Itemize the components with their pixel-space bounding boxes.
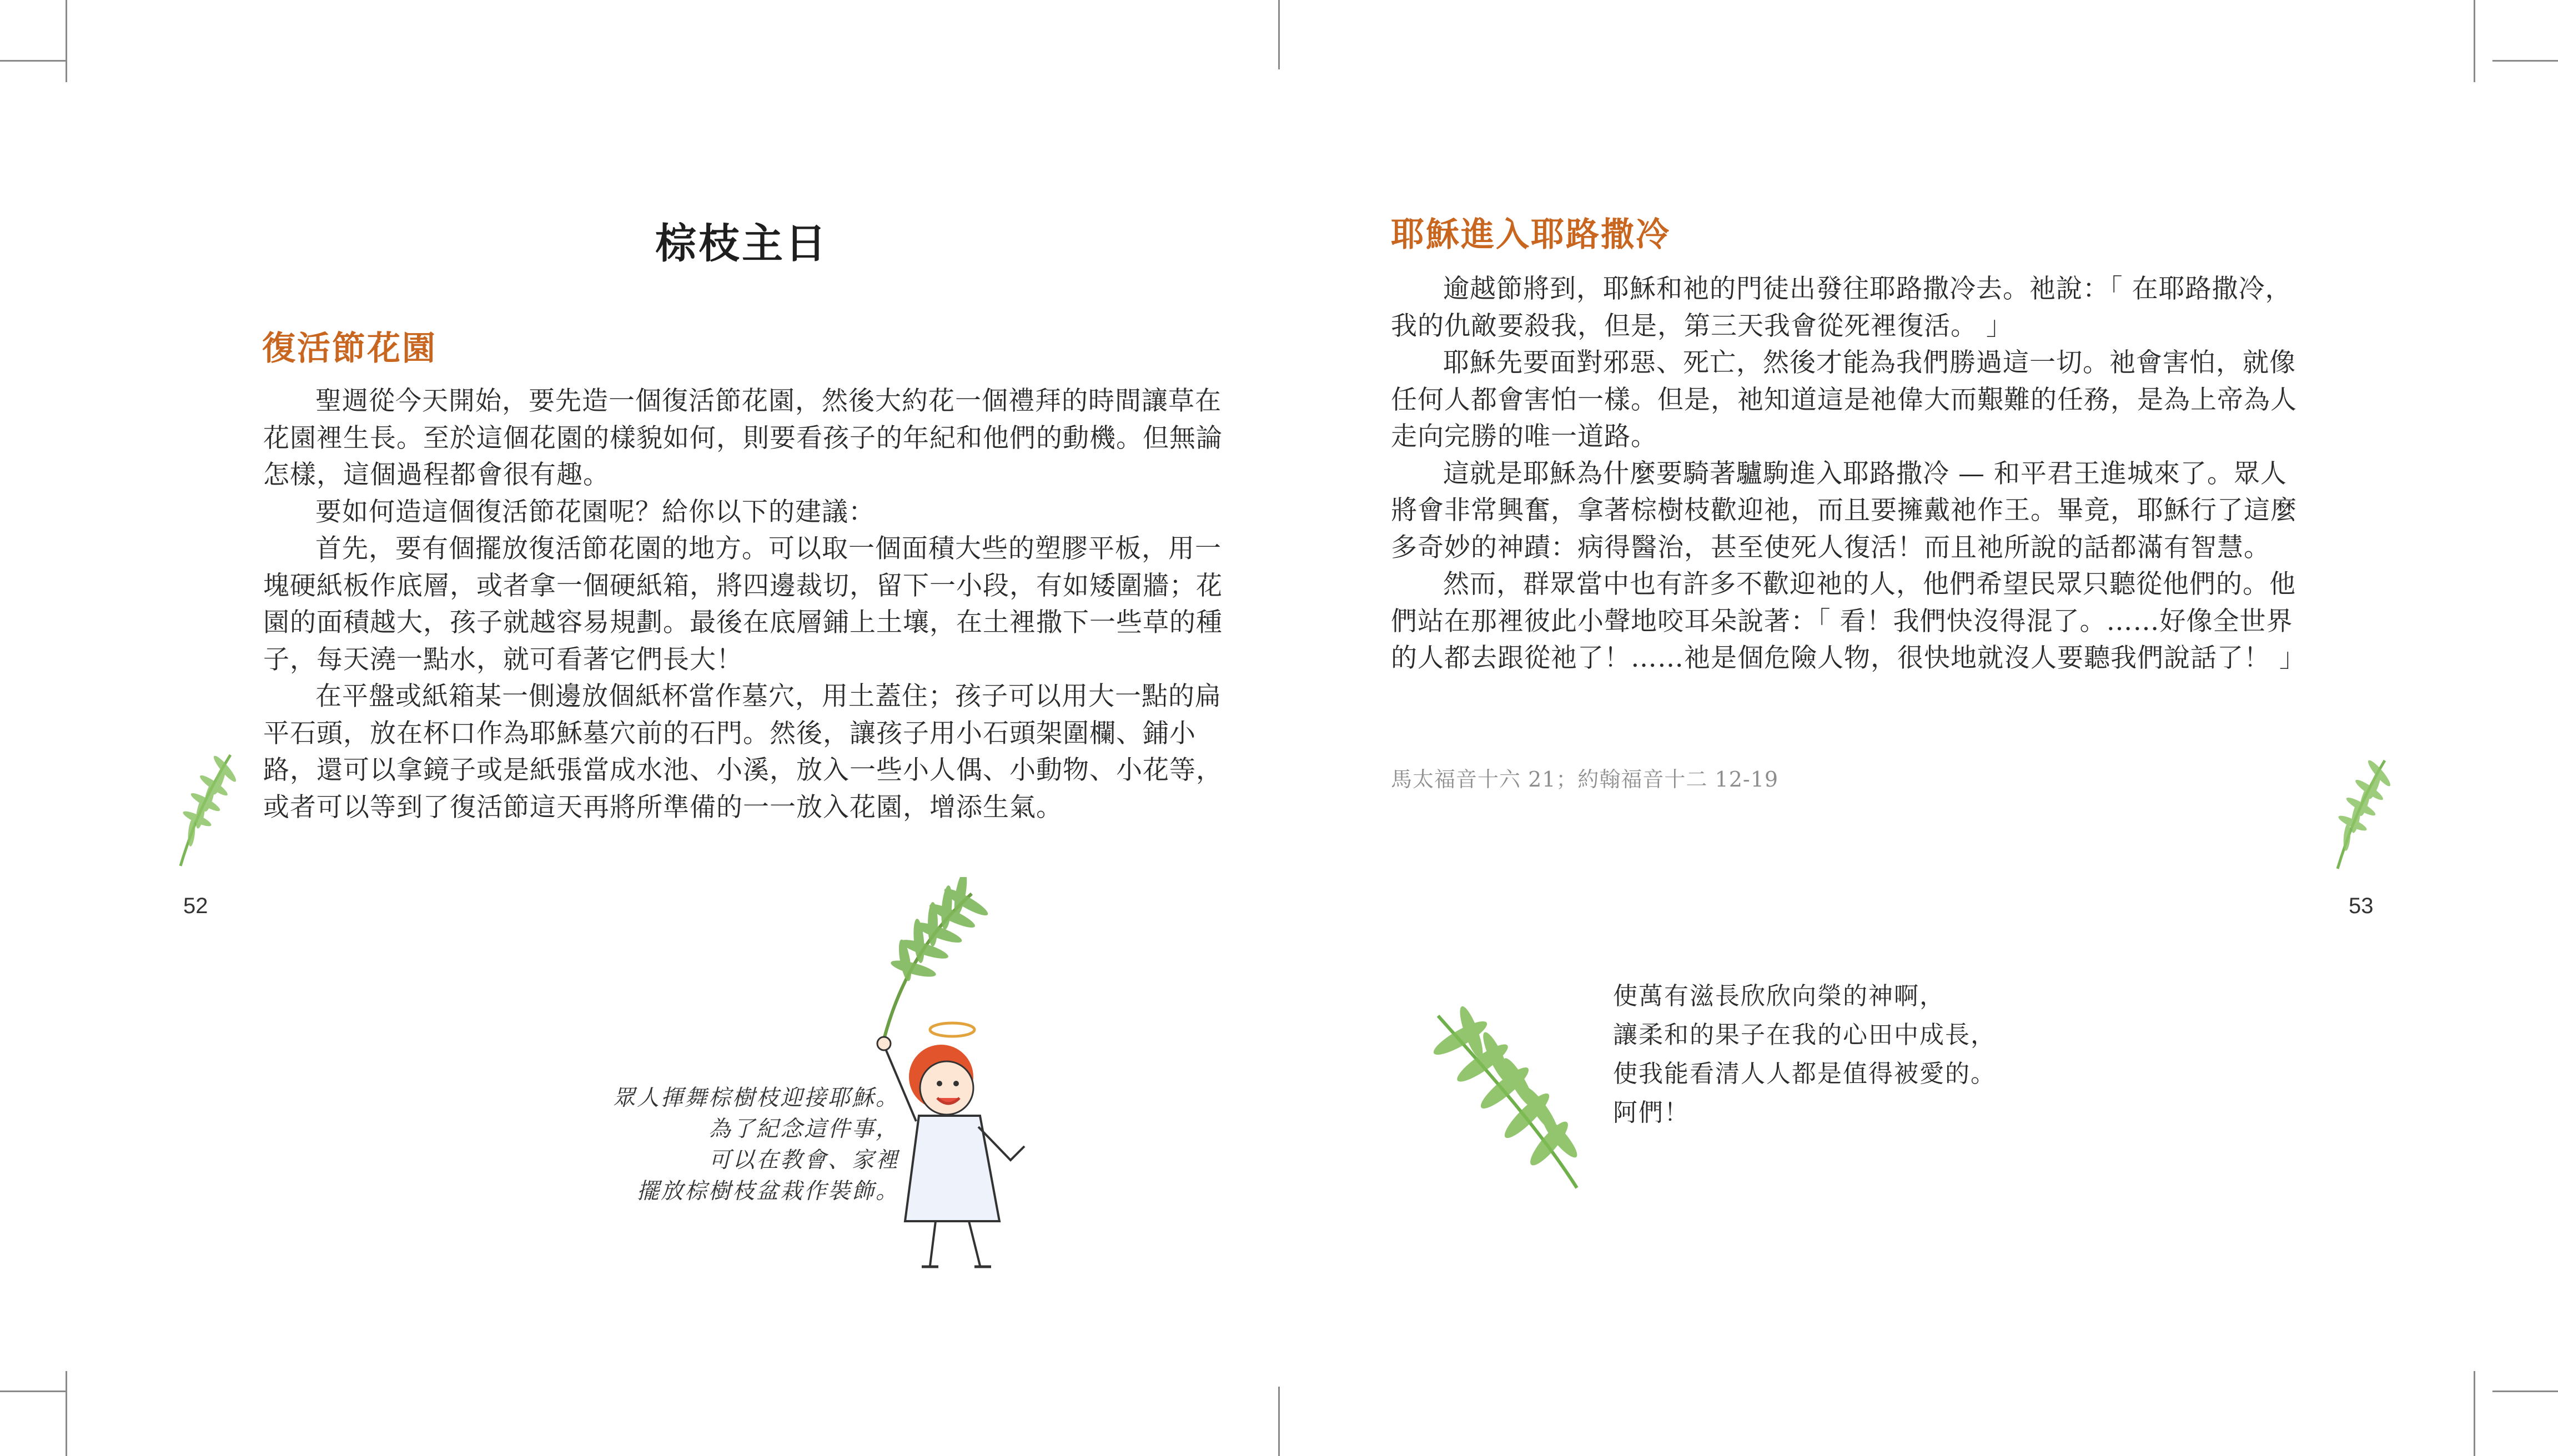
prayer-line: 阿們！ <box>1613 1099 1690 1127</box>
paragraph: 然而，群眾當中也有許多不歡迎祂的人，他們希望民眾只聽從他們的。他們站在那裡彼此小聲地咬耳朵說著：「 看！我們快沒得混了。……好像全世界的人都去跟從祂了！……祂是個危險人物，很快地就沒人要聽我們說話了！ 」 <box>1391 569 2306 673</box>
scripture-reference: 馬太福音十六 21；約翰福音十二 12-19 <box>1391 767 1779 792</box>
prayer-line: 使我能看清人人都是值得被愛的。 <box>1613 1060 1996 1088</box>
page-number: 53 <box>2349 894 2374 918</box>
caption-line: 可以在教會、家裡 <box>708 1147 899 1173</box>
crop-mark <box>1278 0 1280 69</box>
paragraph: 要如何造這個復活節花園呢？給你以下的建議： <box>315 496 875 527</box>
prayer-line: 讓柔和的果子在我的心田中成長， <box>1613 1021 1996 1049</box>
prayer-line: 使萬有滋長欣欣向榮的神啊， <box>1613 982 1945 1010</box>
crop-mark <box>0 60 66 62</box>
section-heading-easter-garden: 復活節花園 <box>262 329 437 368</box>
page-number: 52 <box>183 894 208 918</box>
crop-mark <box>66 0 67 82</box>
right-body-text <box>1391 271 2306 677</box>
prayer <box>1613 977 1996 1132</box>
section-heading-entry-jerusalem: 耶穌進入耶路撒冷 <box>1391 215 1671 254</box>
crop-mark <box>2474 1371 2475 1456</box>
caption-line: 擺放棕樹枝盆栽作裝飾。 <box>637 1178 899 1204</box>
angel-child-illustration <box>833 877 1110 1277</box>
palm-leaf-icon <box>1427 999 1594 1199</box>
crop-mark <box>2474 0 2475 82</box>
palm-leaf-icon <box>164 744 242 871</box>
paragraph: 在平盤或紙箱某一側邊放個紙杯當作墓穴，用土蓋住；孩子可以用大一點的扁平石頭，放在杯口作為耶穌墓穴前的石門。然後，讓孩子用小石頭架圍欄、鋪小路，還可以拿鏡子或是紙張當成水池、小溪，放入一些小人偶、小動物、小花等，或者可以等到了復活節這天再將所準備的一一放入花園，增添生氣。 <box>263 681 1223 823</box>
crop-mark <box>2492 1390 2558 1392</box>
caption-line: 眾人揮舞棕樹枝迎接耶穌。 <box>613 1085 899 1111</box>
palm-leaf-icon <box>2318 747 2396 874</box>
paragraph: 逾越節將到，耶穌和祂的門徒出發往耶路撒冷去。祂說：「 在耶路撒冷，我的仇敵要殺我，但是，第三天我會從死裡復活。 」 <box>1391 274 2292 341</box>
page-title: 棕枝主日 <box>655 220 828 268</box>
paragraph: 首先，要有個擺放復活節花園的地方。可以取一個面積大些的塑膠平板，用一塊硬紙板作底層，或者拿一個硬紙箱，將四邊裁切，留下一小段，有如矮圍牆；花園的面積越大，孩子就越容易規劃。最後在底層鋪上土壤，在土裡撒下一些草的種子，每天澆一點水，就可看著它們長大！ <box>263 533 1223 675</box>
paragraph: 聖週從今天開始，要先造一個復活節花園，然後大約花一個禮拜的時間讓草在花園裡生長。至於這個花園的樣貌如何，則要看孩子的年紀和他們的動機。但無論怎樣，這個過程都會很有趣。 <box>263 386 1223 490</box>
paragraph: 這就是耶穌為什麼要騎著驢駒進入耶路撒冷 — 和平君王進城來了。眾人將會非常興奮，拿著棕樹枝歡迎祂，而且要擁戴祂作王。畢竟，耶穌行了這麼多奇妙的神蹟：病得醫治，甚至使死人復活！而且祂所說的話都滿有智慧。 <box>1391 458 2297 563</box>
paragraph: 耶穌先要面對邪惡、死亡，然後才能為我們勝過這一切。祂會害怕，就像任何人都會害怕一樣。但是，祂知道這是祂偉大而艱難的任務，是為上帝為人走向完勝的唯一道路。 <box>1391 347 2297 452</box>
crop-mark <box>66 1371 67 1456</box>
caption-line: 為了紀念這件事， <box>708 1116 899 1142</box>
crop-mark <box>1278 1387 1280 1456</box>
crop-mark <box>0 1390 66 1392</box>
illustration-caption <box>533 1082 899 1207</box>
left-body-text <box>263 383 1230 826</box>
crop-mark <box>2492 60 2558 62</box>
